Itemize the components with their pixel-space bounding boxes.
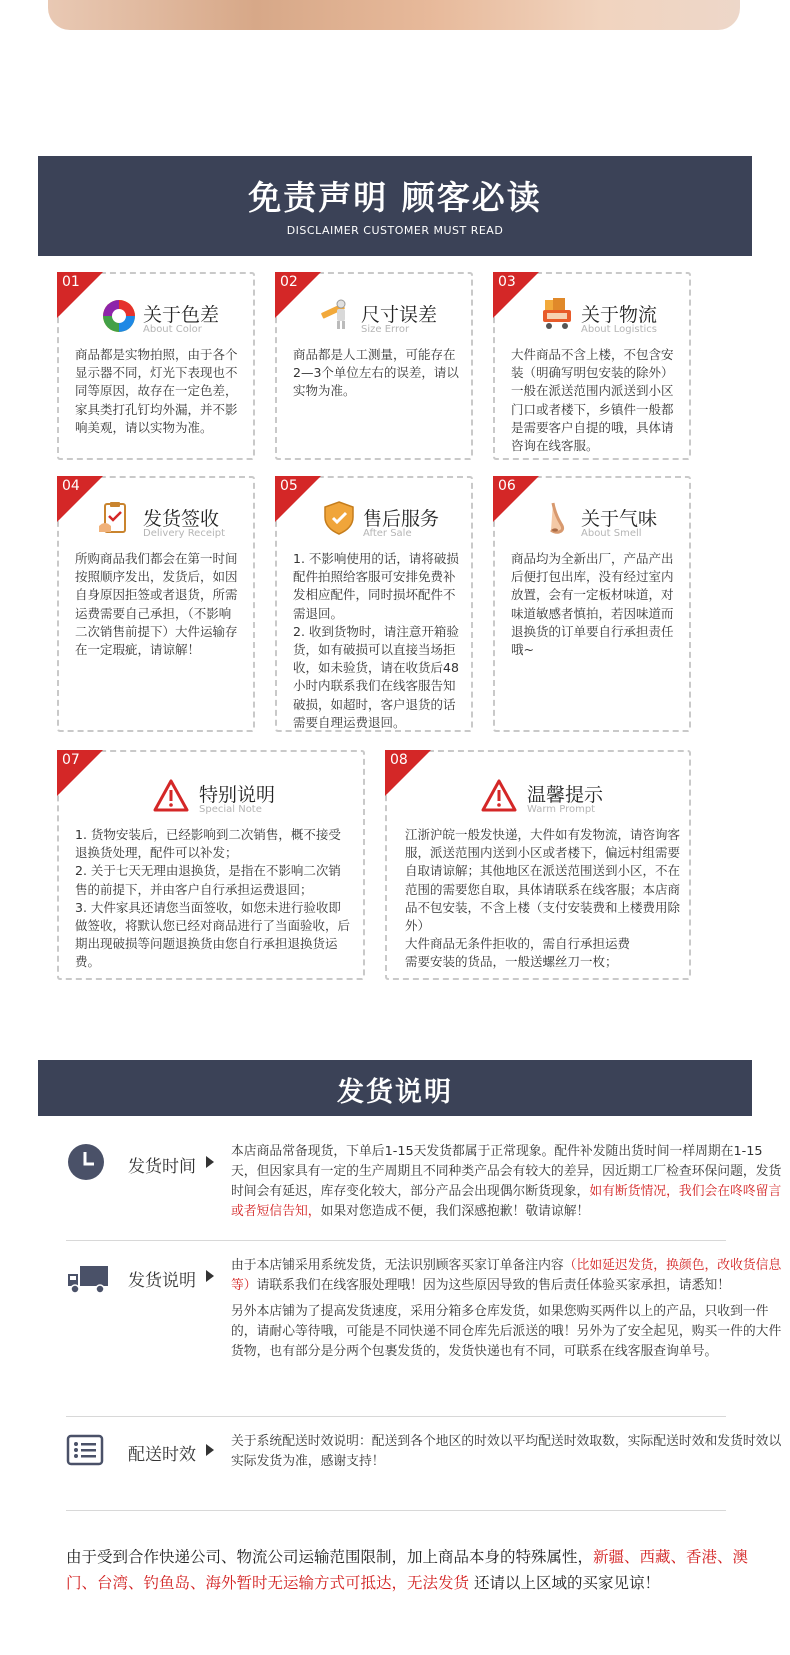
arrow-right-icon xyxy=(206,1444,214,1456)
logistics-cart-icon xyxy=(539,296,575,332)
card-body: 商品均为全新出厂，产品产出后便打包出库，没有经过室内放置，会有一定板材味道，对味道敏感者慎拍，若因味道而退换货的订单要自行承担责任哦~ xyxy=(511,551,674,658)
card-delivery-receipt xyxy=(57,476,255,732)
arrow-right-icon xyxy=(206,1270,214,1282)
receipt-clipboard-icon xyxy=(97,500,133,536)
card-body: 商品都是人工测量，可能存在2—3个单位左右的误差，请以实物为准。 xyxy=(293,347,459,399)
card-subtitle: After Sale xyxy=(363,528,412,539)
divider xyxy=(66,1510,726,1511)
card-number: 03 xyxy=(498,274,516,290)
disclaimer-subtitle: DISCLAIMER CUSTOMER MUST READ xyxy=(286,224,504,237)
card-title: 特别说明 xyxy=(199,784,276,806)
color-wheel-icon xyxy=(101,298,137,334)
text-highlight: 新疆、西藏、香港、澳门、台湾、钓鱼岛、海外暂时无运输方式可抵达，无法发货 xyxy=(66,1548,749,1592)
card-subtitle: Special Note xyxy=(199,804,262,815)
card-about-color xyxy=(57,272,255,460)
text-part: 本店商品常备现货，下单后1-15天发货都属于正常现象。配件补发随出货时间一样周期在1-15天，但因家具有一定的生产周期且不同种类产品会有较大的差异，因近期工厂检查环保问题，发货时间会有延迟，库存变化较大，部分产品会出现偶尔断货现象， xyxy=(231,1144,782,1199)
shipping-note-label: 发货说明 xyxy=(128,1271,196,1291)
shipping-time-label: 发货时间 xyxy=(128,1157,196,1177)
card-size-error xyxy=(275,272,473,460)
card-body: 大件商品不含上楼，不包含安装（明确写明包安装的除外）一般在派送范围内派送到小区门口或者楼下，乡镇件一般都是需要客户自提的哦，具体请咨询在线客服。 xyxy=(511,347,674,454)
card-subtitle: About Logistics xyxy=(581,324,658,335)
card-number: 07 xyxy=(62,752,80,768)
shipping-title: 发货说明 xyxy=(337,1077,453,1108)
card-body: 1. 不影响使用的话，请将破损配件拍照给客服可安排免费补发相应配件，同时损坏配件不需退回。 2. 收到货物时，请注意开箱验货，如有破损可以直接当场拒收，如未验货，请在收货后48小时内联系我们在线客服告知破损，如超时，客户退货的话需要自理运费退回。 xyxy=(293,551,459,730)
disclaimer-title: 免责声明 顾客必读 xyxy=(248,178,542,217)
text-part: 如果对您造成不便，我们深感抱歉！敬请谅解！ xyxy=(320,1204,590,1219)
card-after-sale xyxy=(275,476,473,732)
card-number: 06 xyxy=(498,478,516,494)
delivery-time-label: 配送时效 xyxy=(128,1445,196,1465)
text-highlight: 如有断货情况，我们会在咚咚留言或者短信告知， xyxy=(231,1184,782,1219)
arrow-right-icon xyxy=(206,1156,214,1168)
warning-icon xyxy=(481,778,517,814)
shipping-time-row xyxy=(66,1142,782,1234)
card-title: 关于气味 xyxy=(581,508,658,530)
shipping-restriction-note xyxy=(66,1544,756,1596)
card-about-logistics xyxy=(493,272,691,460)
list-card-icon xyxy=(66,1434,104,1466)
text-part: 还请以上区域的买家见谅！ xyxy=(473,1574,660,1592)
shipping-banner xyxy=(38,1060,752,1116)
text-highlight: （比如延迟发货，换颜色，改收货信息等） xyxy=(231,1258,782,1293)
shield-icon xyxy=(321,500,357,536)
clock-icon xyxy=(66,1142,106,1182)
shipping-note-row xyxy=(66,1254,782,1414)
card-subtitle: Delivery Receipt xyxy=(143,528,226,539)
truck-icon xyxy=(66,1264,110,1294)
product-photo-strip xyxy=(48,0,740,30)
card-about-smell xyxy=(493,476,691,732)
card-title: 尺寸误差 xyxy=(361,304,438,326)
text-part: 另外本店铺为了提高发货速度，采用分箱多仓库发货，如果您购买两件以上的产品，只收到一件的，请耐心等待哦，可能是不同快递不同仓库先后派送的哦！另外为了安全起见，购买一件的大件货物，也有部分是分两个包裹发货的，发货快递也有不同，可联系在线客服查询单号。 xyxy=(231,1304,782,1359)
shipping-time-text xyxy=(231,1142,786,1222)
nose-icon xyxy=(539,500,575,536)
text-part: 由于本店铺采用系统发货，无法识别顾客买家订单备注内容 xyxy=(231,1258,564,1273)
card-subtitle: Warm Prompt xyxy=(527,804,596,815)
text-part: 由于受到合作快递公司、物流公司运输范围限制，加上商品本身的特殊属性， xyxy=(66,1548,594,1566)
card-body: 江浙沪皖一般发快递，大件如有发物流，请咨询客服，派送范围内送到小区或者楼下，偏远村组需要自取请谅解；其他地区在派送范围送到小区，不在范围的需要您自取，具体请联系在线客服；本店商品不包安装，不含上楼（支付安装费和上楼费用除外） 大件商品无条件拒收的，需自行承担运费 需要安装的货品，一般送螺丝刀一枚； xyxy=(405,827,681,970)
warning-icon xyxy=(153,778,189,814)
card-body: 商品都是实物拍照，由于各个显示器不同，灯光下表现也不同等原因，故存在一定色差，家具类打孔钉均外漏，并不影响美观，请以实物为准。 xyxy=(75,347,238,435)
card-title: 售后服务 xyxy=(363,508,440,530)
ruler-figure-icon xyxy=(317,296,353,332)
card-number: 05 xyxy=(280,478,298,494)
card-number: 02 xyxy=(280,274,298,290)
card-number: 01 xyxy=(62,274,80,290)
card-special-note xyxy=(57,750,365,980)
text-part: 请联系我们在线客服处理哦！因为这些原因导致的售后责任体验买家承担，请悉知！ xyxy=(256,1278,731,1293)
card-number: 04 xyxy=(62,478,80,494)
card-body: 所购商品我们都会在第一时间按照顺序发出，发货后，如因自身原因拒签或者退货，所需运费需要自己承担，（不影响二次销售前提下）大件运输存在一定瑕疵，请谅解！ xyxy=(75,551,238,658)
card-warm-prompt xyxy=(385,750,691,980)
card-number: 08 xyxy=(390,752,408,768)
shipping-note-text xyxy=(231,1256,786,1362)
delivery-time-row xyxy=(66,1432,782,1492)
card-subtitle: About Smell xyxy=(581,528,642,539)
delivery-time-text: 关于系统配送时效说明：配送到各个地区的时效以平均配送时效取数，实际配送时效和发货时效以实际发货为准，感谢支持！ xyxy=(231,1434,782,1469)
card-title: 温馨提示 xyxy=(527,784,604,806)
card-body: 1. 货物安装后，已经影响到二次销售，概不接受退换货处理，配件可以补发； 2. 关于七天无理由退换货，是指在不影响二次销售的前提下，并由客户自行承担运费退回； 3. 大件家具还请您当面签收，如您未进行验收即做签收，将默认您已经对商品进行了当面验收，后期出现破损等问题退换货由您自行承担退换货运费。 xyxy=(75,827,351,970)
card-title: 关于物流 xyxy=(581,304,658,326)
divider xyxy=(66,1416,726,1417)
card-title: 发货签收 xyxy=(143,508,220,530)
card-title: 关于色差 xyxy=(143,304,220,326)
card-subtitle: Size Error xyxy=(361,324,410,335)
disclaimer-banner xyxy=(38,156,752,256)
card-subtitle: About Color xyxy=(143,324,202,335)
divider xyxy=(66,1240,726,1241)
